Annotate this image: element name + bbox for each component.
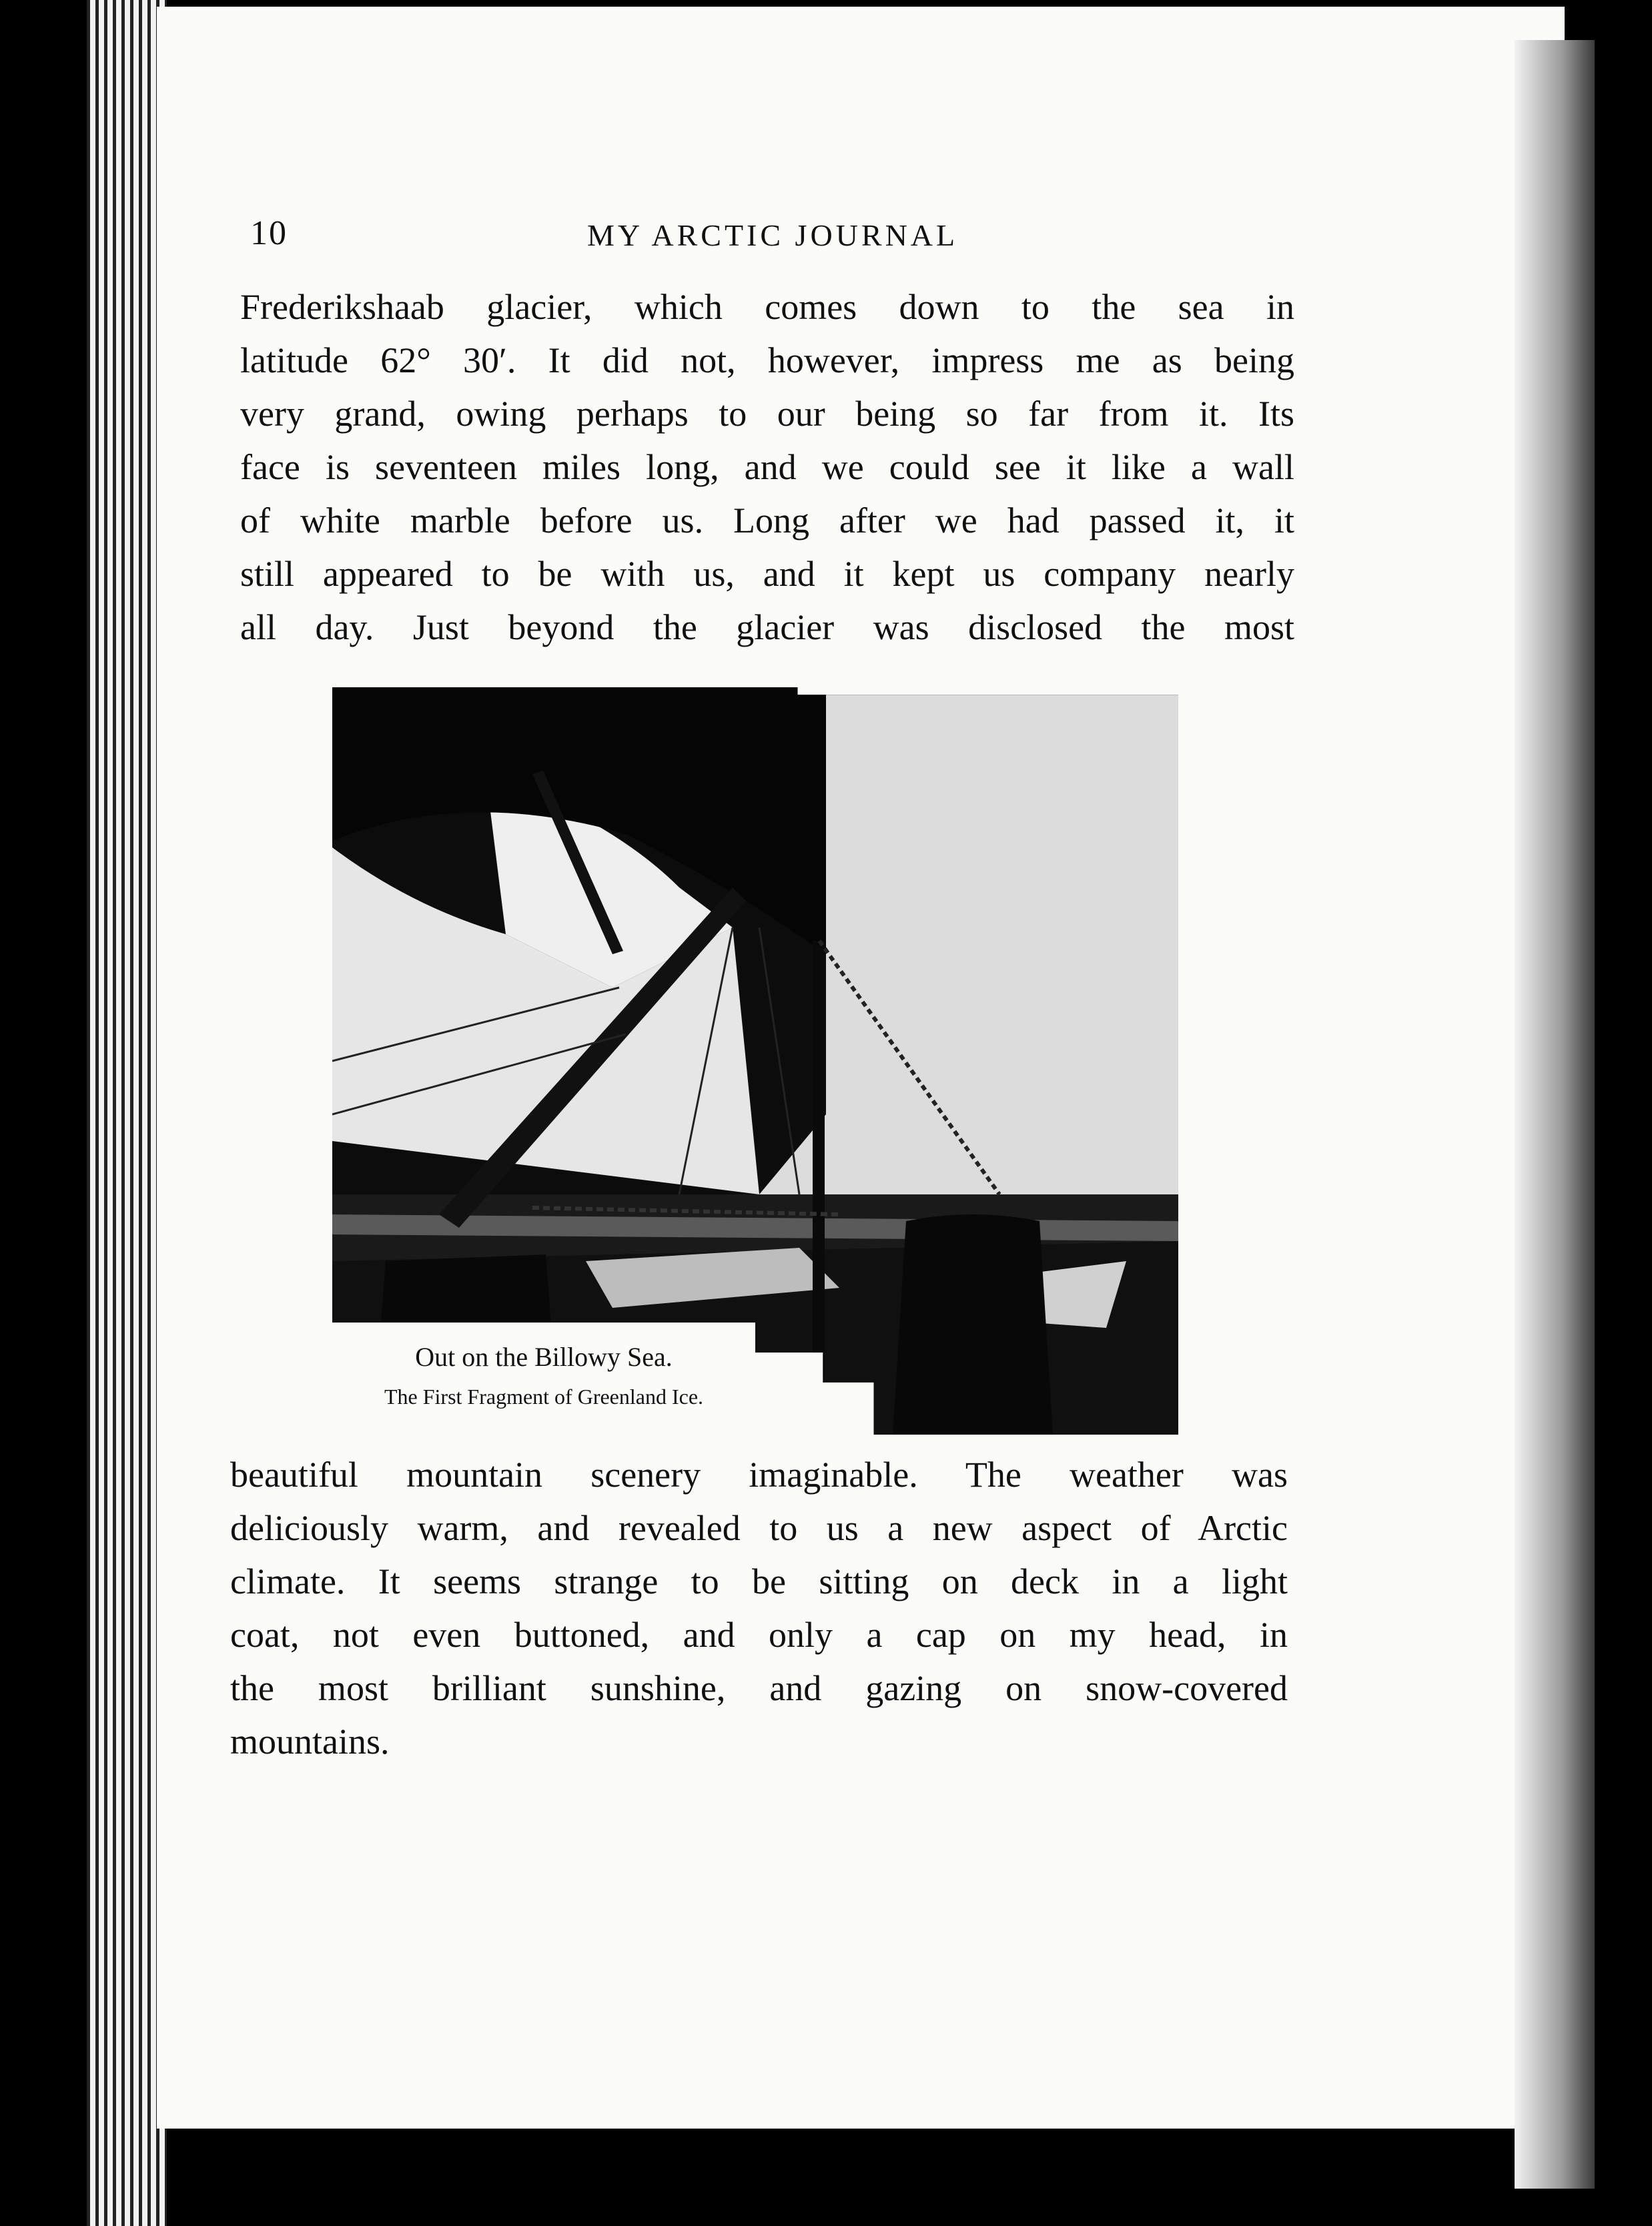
- photo-plate: [332, 687, 1178, 1435]
- text-line: of white marble before us. Long after we had passed it, it: [240, 500, 1294, 540]
- photo-caption-title: Out on the Billowy Sea.: [415, 1342, 673, 1372]
- gutter-shadow: [1515, 40, 1595, 2189]
- page-number: 10: [250, 214, 288, 252]
- text-line: still appeared to be with us, and it kept us company nearly: [240, 554, 1294, 594]
- text-line: latitude 62° 30′. It did not, however, impress me as being: [240, 340, 1294, 380]
- text-line: Frederikshaab glacier, which comes down to the sea in: [240, 287, 1294, 327]
- running-title: MY ARCTIC JOURNAL: [587, 218, 959, 252]
- text-line: climate. It seems strange to be sitting on deck in a light: [230, 1561, 1288, 1601]
- text-line: coat, not even buttoned, and only a cap on my head, in: [230, 1615, 1288, 1655]
- text-line: beautiful mountain scenery imaginable. The weather was: [230, 1455, 1288, 1495]
- body-text-bottom: [230, 1448, 1288, 1768]
- text-line: deliciously warm, and revealed to us a new aspect of Arctic: [230, 1508, 1288, 1548]
- page-edge-stack: [87, 0, 167, 2226]
- text-line: mountains.: [230, 1722, 390, 1762]
- text-line: all day. Just beyond the glacier was disclosed the most: [240, 607, 1294, 647]
- photo-caption-subtitle: The First Fragment of Greenland Ice.: [384, 1385, 704, 1409]
- text-line: the most brilliant sunshine, and gazing on snow-covered: [230, 1668, 1288, 1708]
- text-line: face is seventeen miles long, and we could see it like a wall: [240, 447, 1294, 487]
- text-line: very grand, owing perhaps to our being so far from it. Its: [240, 394, 1294, 434]
- ship-deck-photo: [332, 687, 1178, 1435]
- body-text-top: [240, 280, 1294, 654]
- running-head: [0, 214, 1652, 254]
